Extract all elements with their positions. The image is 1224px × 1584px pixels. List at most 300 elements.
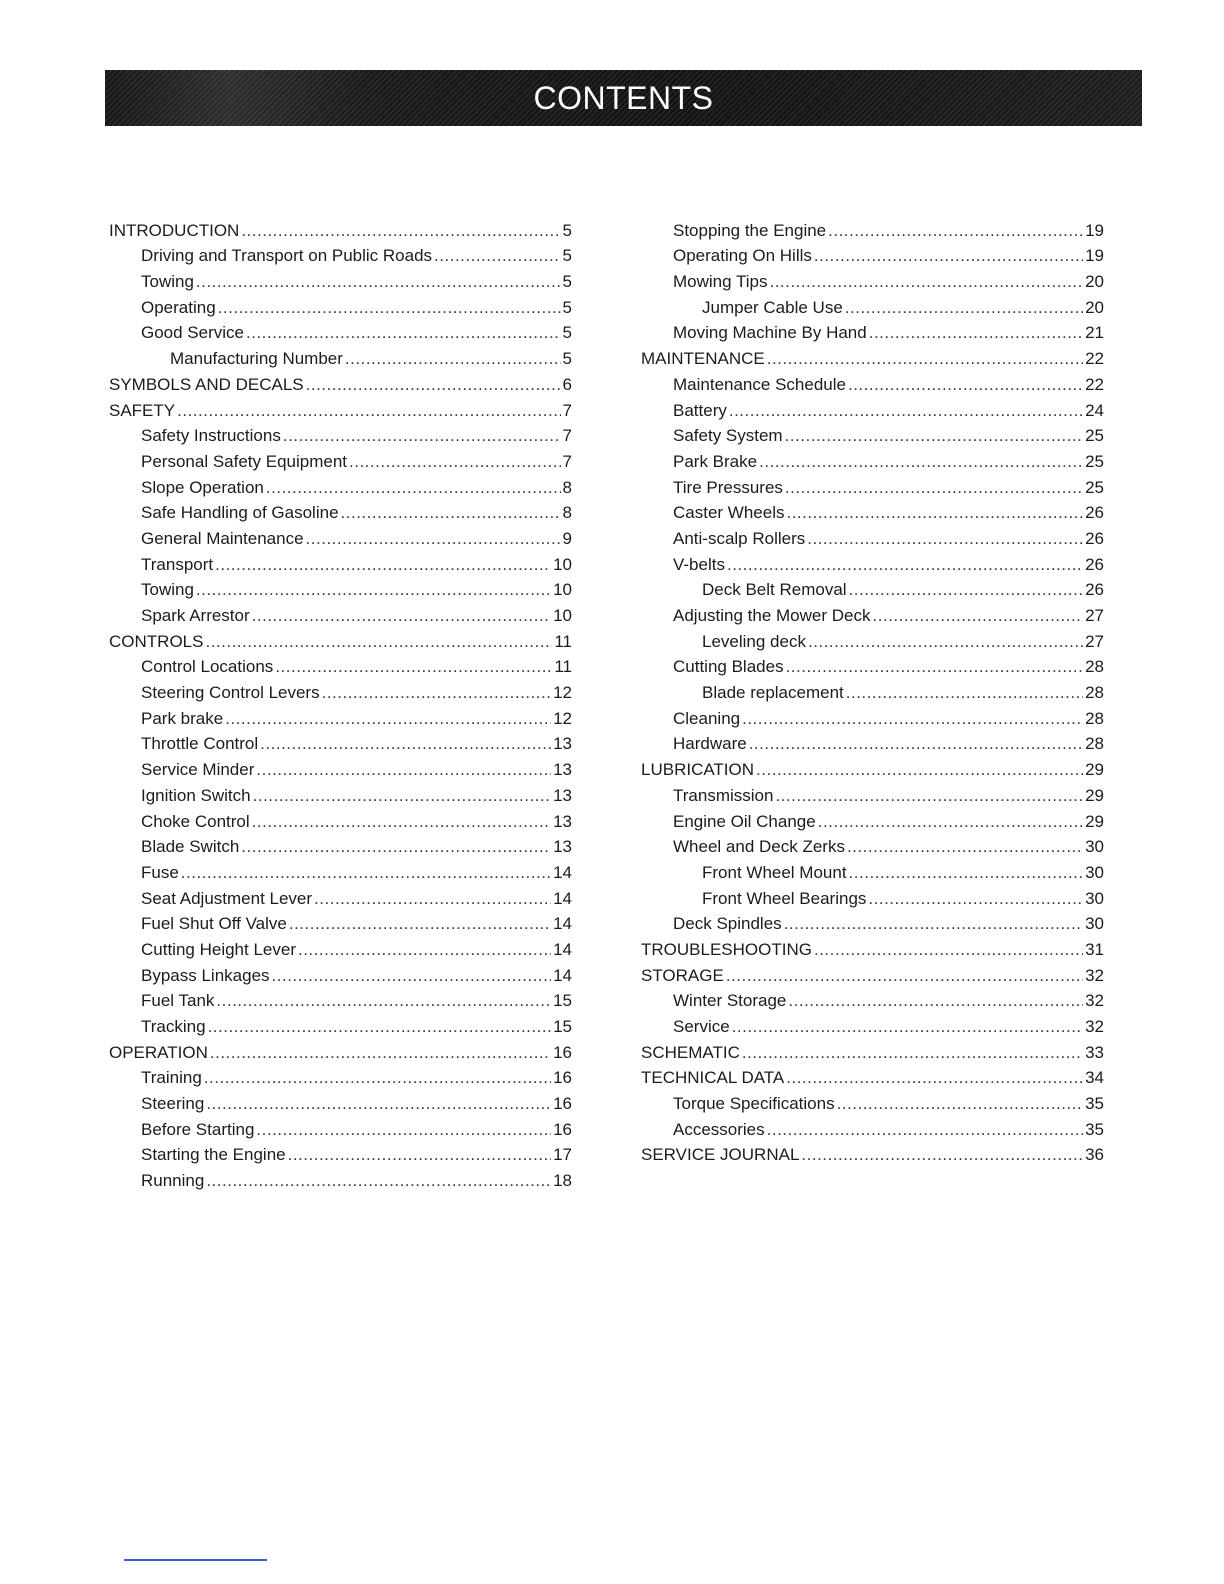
toc-entry-title: Torque Specifications — [673, 1094, 835, 1114]
dot-leader — [845, 298, 1083, 318]
dot-leader — [196, 580, 551, 600]
toc-entry-page: 11 — [554, 631, 572, 651]
toc-entry[interactable] — [109, 446, 572, 472]
toc-entry-page: 30 — [1085, 914, 1104, 934]
toc-entry-page: 16 — [553, 1119, 572, 1139]
toc-entry-title: LUBRICATION — [641, 760, 755, 780]
dot-leader — [206, 1094, 551, 1114]
toc-entry-title: Tire Pressures — [673, 477, 783, 497]
toc-entry[interactable] — [641, 369, 1104, 395]
toc-entry[interactable] — [641, 600, 1104, 626]
toc-entry-page: 32 — [1085, 1017, 1104, 1036]
dot-leader — [314, 889, 551, 909]
toc-entry-page: 5 — [562, 220, 572, 240]
toc-entry[interactable] — [641, 292, 1104, 318]
toc-entry-title: SERVICE JOURNAL — [641, 1145, 800, 1165]
toc-entry[interactable] — [641, 1140, 1104, 1166]
dot-leader — [289, 914, 551, 934]
dot-leader — [434, 246, 560, 266]
toc-entry[interactable] — [109, 472, 572, 498]
dot-leader — [767, 1120, 1083, 1140]
dot-leader — [345, 349, 561, 369]
dot-leader — [246, 323, 561, 343]
dot-leader — [742, 1043, 1083, 1063]
toc-entry[interactable] — [641, 1088, 1104, 1114]
contents-banner — [105, 70, 1142, 126]
dot-leader — [784, 914, 1083, 934]
toc-entry-page: 14 — [553, 939, 572, 959]
toc-entry-title: Bypass Linkages — [141, 965, 270, 985]
dot-leader — [218, 298, 561, 318]
dot-leader — [205, 632, 552, 652]
toc-entry-page: 16 — [553, 1042, 572, 1062]
toc-entry-page: 8 — [562, 503, 572, 523]
toc-entry-page: 28 — [1085, 734, 1104, 754]
toc-entry-title: Towing — [141, 580, 194, 600]
toc-entry-page: 7 — [562, 400, 572, 420]
toc-entry-page: 29 — [1085, 760, 1104, 780]
toc-entry-page: 30 — [1085, 862, 1104, 882]
toc-entry-title: Before Starting — [141, 1119, 255, 1139]
dot-leader — [849, 863, 1084, 883]
toc-entry[interactable] — [109, 575, 572, 601]
toc-entry[interactable] — [641, 934, 1104, 960]
dot-leader — [849, 580, 1084, 600]
toc-entry-title: Ignition Switch — [141, 785, 251, 805]
toc-entry-title: Blade Switch — [141, 837, 240, 857]
toc-entry[interactable] — [641, 446, 1104, 472]
toc-entry[interactable] — [641, 832, 1104, 858]
toc-entry-page: 14 — [553, 914, 572, 934]
toc-entry[interactable] — [641, 857, 1104, 883]
toc-entry-page: 32 — [1085, 965, 1104, 985]
toc-entry-page: 36 — [1085, 1145, 1104, 1165]
toc-entry-page: 5 — [562, 246, 572, 266]
toc-entry-page: 20 — [1085, 272, 1104, 292]
toc-entry-title: Control Locations — [141, 657, 274, 677]
toc-entry-title: Front Wheel Mount — [702, 862, 847, 882]
toc-entry[interactable] — [641, 472, 1104, 498]
toc-entry[interactable] — [641, 241, 1104, 267]
toc-entry-page: 10 — [553, 580, 572, 600]
dot-leader — [785, 478, 1083, 498]
toc-entry-title: Park brake — [141, 708, 224, 728]
toc-entry[interactable] — [109, 780, 572, 806]
toc-entry-page: 5 — [562, 297, 572, 317]
toc-column-left — [109, 215, 572, 1191]
dot-leader — [260, 734, 551, 754]
toc-entry-page: 26 — [1085, 554, 1104, 574]
toc-entry[interactable] — [641, 1114, 1104, 1140]
toc-entry-page: 17 — [553, 1145, 572, 1165]
toc-entry[interactable] — [109, 883, 572, 909]
dot-leader — [848, 375, 1083, 395]
toc-entry-title: Towing — [141, 272, 194, 292]
toc-entry[interactable] — [641, 421, 1104, 447]
toc-entry-title: SYMBOLS AND DECALS — [109, 374, 304, 394]
toc-entry-title: Maintenance Schedule — [673, 374, 846, 394]
toc-entry-page: 13 — [553, 785, 572, 805]
toc-entry-page: 11 — [554, 657, 572, 677]
toc-entry[interactable] — [641, 677, 1104, 703]
toc-entry-page: 16 — [553, 1068, 572, 1088]
toc-entry[interactable] — [641, 266, 1104, 292]
toc-entry-page: 24 — [1085, 400, 1104, 420]
dot-leader — [775, 786, 1083, 806]
toc-entry-title: Cutting Blades — [673, 657, 784, 677]
toc-entry[interactable] — [641, 549, 1104, 575]
toc-entry-page: 5 — [562, 272, 572, 292]
toc-entry[interactable] — [109, 703, 572, 729]
toc-entry-page: 22 — [1085, 349, 1104, 369]
dot-leader — [322, 683, 551, 703]
toc-entry[interactable] — [641, 806, 1104, 832]
toc-entry-page: 13 — [553, 811, 572, 831]
toc-entry-page: 19 — [1085, 246, 1104, 266]
toc-entry[interactable] — [109, 806, 572, 832]
toc-entry-title: Starting the Engine — [141, 1145, 286, 1165]
toc-entry[interactable] — [109, 1140, 572, 1166]
dot-leader — [828, 221, 1083, 241]
toc-entry[interactable] — [109, 986, 572, 1012]
toc-entry-title: Driving and Transport on Public Roads — [141, 246, 433, 266]
dot-leader — [756, 760, 1083, 780]
dot-leader — [349, 452, 561, 472]
toc-entry-title: Running — [141, 1171, 205, 1191]
dot-leader — [788, 991, 1083, 1011]
dot-leader — [341, 503, 561, 523]
toc-entry-page: 13 — [553, 760, 572, 780]
toc-entry-title: Anti-scalp Rollers — [673, 528, 806, 548]
toc-entry-page: 22 — [1085, 374, 1104, 394]
dot-leader — [808, 632, 1083, 652]
toc-entry[interactable] — [109, 754, 572, 780]
toc-entry[interactable] — [109, 241, 572, 267]
toc-entry[interactable] — [641, 1037, 1104, 1063]
toc-entry-title: INTRODUCTION — [109, 220, 240, 240]
dot-leader — [256, 760, 551, 780]
dot-leader — [272, 966, 552, 986]
dot-leader — [196, 272, 561, 292]
toc-entry-page: 15 — [553, 1017, 572, 1036]
toc-entry-title: Choke Control — [141, 811, 250, 831]
toc-entry-title: Fuel Tank — [141, 991, 215, 1011]
toc-entry-title: Operating — [141, 297, 216, 317]
dot-leader — [181, 863, 551, 883]
toc-entry[interactable] — [109, 266, 572, 292]
toc-entry[interactable] — [109, 292, 572, 318]
toc-entry-page: 33 — [1085, 1042, 1104, 1062]
toc-entry-title: Deck Spindles — [673, 914, 782, 934]
toc-entry[interactable] — [641, 575, 1104, 601]
toc-entry-page: 15 — [553, 991, 572, 1011]
toc-entry-title: Park Brake — [673, 451, 758, 471]
toc-entry-title: Transmission — [673, 785, 774, 805]
toc-entry[interactable] — [109, 318, 572, 344]
toc-entry-title: Personal Safety Equipment — [141, 451, 348, 471]
toc-entry-page: 34 — [1085, 1068, 1104, 1088]
toc-entry-title: Mowing Tips — [673, 272, 768, 292]
toc-entry-page: 30 — [1085, 837, 1104, 857]
toc-entry-title: Winter Storage — [673, 991, 787, 1011]
toc-entry[interactable] — [641, 729, 1104, 755]
toc-entry[interactable] — [109, 549, 572, 575]
toc-entry-title: Good Service — [141, 323, 244, 343]
dot-leader — [241, 221, 560, 241]
toc-entry-page: 10 — [553, 606, 572, 625]
toc-entry-page: 16 — [553, 1094, 572, 1114]
toc-entry-title: Transport — [141, 554, 214, 574]
toc-entry-title: Fuse — [141, 862, 179, 882]
toc-entry-page: 25 — [1085, 451, 1104, 471]
dot-leader — [266, 478, 561, 498]
toc-entry-title: Front Wheel Bearings — [702, 888, 867, 908]
toc-entry-title: Throttle Control — [141, 734, 259, 754]
dot-leader — [786, 657, 1084, 677]
toc-entry-page: 18 — [553, 1171, 572, 1191]
dot-leader — [252, 812, 551, 832]
dot-leader — [288, 1145, 551, 1165]
toc-entry-title: Hardware — [673, 734, 747, 754]
toc-entry-title: Battery — [673, 400, 727, 420]
dot-leader — [306, 529, 561, 549]
toc-entry-title: Operating On Hills — [673, 246, 812, 266]
toc-entry-page: 26 — [1085, 580, 1104, 600]
toc-entry-title: Tracking — [141, 1017, 206, 1036]
toc-entry-page: 5 — [562, 323, 572, 343]
toc-entry[interactable] — [641, 318, 1104, 344]
toc-entry-page: 10 — [553, 554, 572, 574]
toc-entry[interactable] — [641, 909, 1104, 935]
dot-leader — [298, 940, 551, 960]
toc-entry[interactable] — [641, 986, 1104, 1012]
toc-entry[interactable] — [641, 754, 1104, 780]
toc-entry-title: Slope Operation — [141, 477, 264, 497]
toc-entry-title: Service — [673, 1017, 730, 1036]
toc-entry[interactable] — [109, 1037, 572, 1063]
toc-entry-page: 27 — [1085, 631, 1104, 651]
toc-entry-title: Safety System — [673, 426, 783, 446]
toc-entry-page: 14 — [553, 965, 572, 985]
dot-leader — [846, 683, 1083, 703]
toc-entry-page: 21 — [1085, 323, 1104, 343]
dot-leader — [868, 889, 1083, 909]
dot-leader — [216, 991, 551, 1011]
dot-leader — [306, 375, 561, 395]
toc-entry[interactable] — [641, 523, 1104, 549]
toc-entry[interactable] — [109, 677, 572, 703]
toc-entry-page: 19 — [1085, 220, 1104, 240]
toc-entry[interactable] — [641, 498, 1104, 524]
toc-entry-page: 13 — [553, 734, 572, 754]
dot-leader — [215, 555, 551, 575]
toc-entry-page: 7 — [562, 426, 572, 446]
toc-entry-title: Safety Instructions — [141, 426, 281, 446]
footer-rule — [124, 1559, 267, 1561]
dot-leader — [252, 606, 551, 626]
toc-entry-title: Blade replacement — [702, 683, 844, 703]
toc-entry-title: Deck Belt Removal — [702, 580, 847, 600]
toc-entry-title: Wheel and Deck Zerks — [673, 837, 845, 857]
toc-entry-page: 31 — [1085, 939, 1104, 959]
toc-entry[interactable] — [109, 1088, 572, 1114]
dot-leader — [759, 452, 1083, 472]
toc-entry-page: 35 — [1085, 1119, 1104, 1139]
dot-leader — [847, 837, 1083, 857]
dot-leader — [872, 606, 1083, 626]
toc-entry-title: Steering Control Levers — [141, 683, 320, 703]
toc-entry-page: 6 — [562, 374, 572, 394]
toc-entry[interactable] — [109, 1011, 572, 1037]
toc-entry-title: Fuel Shut Off Valve — [141, 914, 287, 934]
dot-leader — [814, 246, 1083, 266]
toc-entry-page: 35 — [1085, 1094, 1104, 1114]
toc-entry[interactable] — [109, 626, 572, 652]
dot-leader — [729, 401, 1083, 421]
toc-entry-page: 12 — [553, 683, 572, 703]
dot-leader — [208, 1017, 552, 1037]
toc-entry-page: 30 — [1085, 888, 1104, 908]
toc-entry[interactable] — [109, 960, 572, 986]
dot-leader — [807, 529, 1083, 549]
toc-entry-page: 28 — [1085, 683, 1104, 703]
dot-leader — [241, 837, 551, 857]
page-title: CONTENTS — [533, 79, 714, 116]
toc-entry-title: SAFETY — [109, 400, 176, 420]
toc-column-right — [641, 215, 1104, 1165]
toc-entry-page: 26 — [1085, 503, 1104, 523]
toc-entry[interactable] — [109, 909, 572, 935]
dot-leader — [283, 426, 561, 446]
toc-entry[interactable] — [109, 343, 572, 369]
toc-entry-title: Spark Arrestor — [141, 606, 250, 625]
dot-leader — [210, 1043, 551, 1063]
dot-leader — [785, 426, 1083, 446]
toc-entry[interactable] — [641, 1063, 1104, 1089]
toc-entry-title: Training — [141, 1068, 202, 1088]
toc-entry-page: 7 — [562, 451, 572, 471]
toc-entry-title: Cutting Height Lever — [141, 939, 296, 959]
toc-entry-title: Leveling deck — [702, 631, 806, 651]
toc-entry[interactable] — [109, 395, 572, 421]
toc-entry-page: 32 — [1085, 991, 1104, 1011]
toc-entry[interactable] — [109, 729, 572, 755]
toc-entry[interactable] — [109, 421, 572, 447]
toc-entry-title: Caster Wheels — [673, 503, 785, 523]
toc-entry-title: Accessories — [673, 1119, 765, 1139]
toc-entry[interactable] — [109, 1063, 572, 1089]
toc-entry[interactable] — [109, 215, 572, 241]
toc-entry-title: Manufacturing Number — [170, 349, 343, 369]
dot-leader — [726, 966, 1083, 986]
toc-entry[interactable] — [641, 215, 1104, 241]
dot-leader — [869, 323, 1083, 343]
toc-entry-page: 14 — [553, 862, 572, 882]
toc-entry-title: OPERATION — [109, 1042, 208, 1062]
toc-entry[interactable] — [641, 626, 1104, 652]
dot-leader — [749, 734, 1083, 754]
dot-leader — [801, 1145, 1083, 1165]
toc-entry-title: V-belts — [673, 554, 725, 574]
toc-entry[interactable] — [641, 960, 1104, 986]
toc-entry-page: 13 — [553, 837, 572, 857]
toc-entry[interactable] — [109, 1114, 572, 1140]
toc-entry-title: Engine Oil Change — [673, 811, 816, 831]
toc-entry[interactable] — [641, 780, 1104, 806]
toc-entry-page: 27 — [1085, 606, 1104, 625]
toc-entry-page: 28 — [1085, 708, 1104, 728]
dot-leader — [786, 1068, 1083, 1088]
toc-entry-title: Stopping the Engine — [673, 220, 827, 240]
toc-entry[interactable] — [641, 1011, 1104, 1037]
dot-leader — [814, 940, 1083, 960]
toc-entry-page: 26 — [1085, 528, 1104, 548]
toc-entry-page: 14 — [553, 888, 572, 908]
toc-entry-page: 28 — [1085, 657, 1104, 677]
dot-leader — [769, 272, 1083, 292]
toc-entry-title: STORAGE — [641, 965, 724, 985]
dot-leader — [786, 503, 1083, 523]
toc-entry[interactable] — [109, 652, 572, 678]
toc-entry-page: 5 — [562, 349, 572, 369]
toc-entry-page: 12 — [553, 708, 572, 728]
toc-entry[interactable] — [109, 1165, 572, 1191]
dot-leader — [727, 555, 1083, 575]
toc-entry-page: 25 — [1085, 426, 1104, 446]
toc-entry[interactable] — [641, 343, 1104, 369]
dot-leader — [837, 1094, 1083, 1114]
toc-entry[interactable] — [109, 600, 572, 626]
toc-entry-page: 20 — [1085, 297, 1104, 317]
toc-entry-page: 29 — [1085, 785, 1104, 805]
toc-entry-title: CONTROLS — [109, 631, 204, 651]
toc-entry-page: 25 — [1085, 477, 1104, 497]
dot-leader — [742, 709, 1083, 729]
toc-entry[interactable] — [641, 703, 1104, 729]
dot-leader — [204, 1068, 551, 1088]
dot-leader — [767, 349, 1083, 369]
toc-entry[interactable] — [109, 369, 572, 395]
toc-entry-title: TECHNICAL DATA — [641, 1068, 785, 1088]
toc-entry-title: MAINTENANCE — [641, 349, 765, 369]
toc-entry[interactable] — [641, 652, 1104, 678]
dot-leader — [732, 1017, 1083, 1037]
toc-entry[interactable] — [109, 832, 572, 858]
toc-entry-title: Moving Machine By Hand — [673, 323, 867, 343]
toc-entry[interactable] — [641, 395, 1104, 421]
dot-leader — [206, 1171, 551, 1191]
toc-entry-title: SCHEMATIC — [641, 1042, 740, 1062]
toc-entry[interactable] — [641, 883, 1104, 909]
toc-entry-title: TROUBLESHOOTING — [641, 939, 812, 959]
toc-entry[interactable] — [109, 523, 572, 549]
toc-entry-title: Safe Handling of Gasoline — [141, 503, 339, 523]
toc-entry-page: 29 — [1085, 811, 1104, 831]
toc-entry-title: Cleaning — [673, 708, 741, 728]
toc-entry-title: Adjusting the Mower Deck — [673, 606, 871, 625]
toc-entry[interactable] — [109, 934, 572, 960]
toc-entry-title: Steering — [141, 1094, 205, 1114]
dot-leader — [818, 812, 1083, 832]
dot-leader — [177, 401, 560, 421]
toc-entry[interactable] — [109, 498, 572, 524]
toc-entry[interactable] — [109, 857, 572, 883]
toc-entry-page: 8 — [562, 477, 572, 497]
dot-leader — [275, 657, 552, 677]
toc-entry-title: General Maintenance — [141, 528, 304, 548]
dot-leader — [256, 1120, 551, 1140]
toc-entry-page: 9 — [562, 528, 572, 548]
